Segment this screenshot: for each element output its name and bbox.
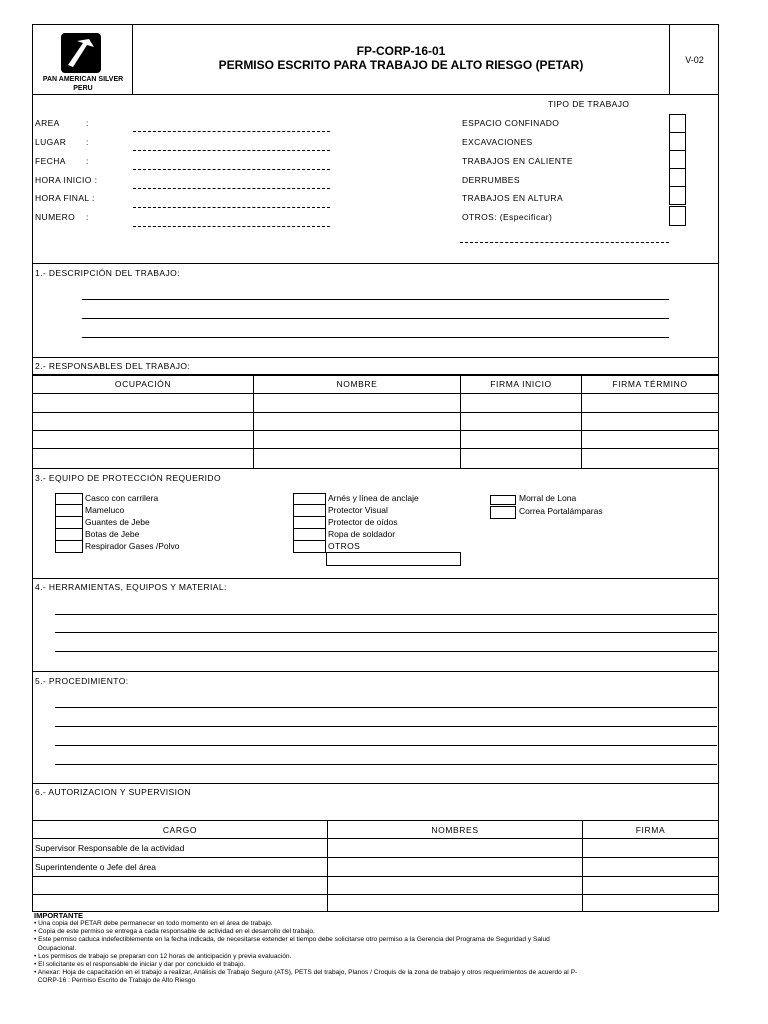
tipo-otros-label: OTROS: (Especificar): [462, 212, 553, 222]
epp-otros-label: OTROS: [328, 541, 361, 551]
epp-casco-label: Casco con carrilera: [85, 493, 159, 503]
field-hora-inicio-label: HORA INICIO :: [35, 175, 98, 185]
form-code: FP-CORP-16-01: [356, 44, 446, 58]
note-item: • El solicitante es el responsable de iniciar y dar por concluido el trabajo.: [34, 961, 246, 969]
section-5-frame: [32, 671, 719, 784]
note-item: • Copia de este permiso se entrega a cada responsable de actividad en el desarrollo del trabajo.: [34, 928, 315, 936]
epp-mameluco-label: Mameluco: [85, 505, 125, 515]
procedimiento-line[interactable]: [55, 764, 717, 765]
description-line[interactable]: [82, 318, 669, 319]
epp-column-3: [490, 493, 630, 523]
epp-column-1: [55, 493, 255, 553]
epp-morral-label: Morral de Lona: [519, 493, 577, 503]
epp-protector-oidos-label: Protector de oídos: [328, 517, 398, 527]
epp-guantes-label: Guantes de Jebe: [85, 517, 150, 527]
notes: [34, 911, 724, 986]
field-fecha-label: FECHA: [35, 156, 66, 166]
section-6-title: 6.- AUTORIZACION Y SUPERVISION: [35, 787, 191, 797]
autorizacion-table: [32, 820, 719, 912]
company-country: PERU: [73, 85, 93, 92]
col-firma-termino-header: FIRMA TÉRMINO: [612, 379, 688, 389]
responsables-table: [33, 374, 718, 468]
tipo-checkbox[interactable]: [669, 150, 686, 169]
field-area-input[interactable]: [133, 131, 330, 132]
section-4-title: 4.- HERRAMIENTAS, EQUIPOS Y MATERIAL:: [35, 582, 227, 592]
row-supervisor-cargo: Supervisor Responsable de la actividad: [35, 843, 185, 853]
field-lugar-input[interactable]: [133, 150, 330, 151]
general-info-frame: [32, 94, 719, 264]
col-firma-header: FIRMA: [635, 825, 666, 835]
epp-checkbox[interactable]: [55, 540, 83, 553]
herramientas-line[interactable]: [55, 632, 717, 633]
description-line[interactable]: [82, 299, 669, 300]
col-nombres-header: NOMBRES: [431, 825, 479, 835]
note-item: • Este permiso caduca indefectiblemente en la fecha indicada, de necesitarse extender el tiempo debe solicitarse otro permiso a la Gerencia del Programa de Seguridad y Salud: [34, 936, 550, 944]
epp-arnes-label: Arnés y línea de anclaje: [328, 493, 419, 503]
procedimiento-line[interactable]: [55, 726, 717, 727]
tipo-checkbox[interactable]: [669, 132, 686, 151]
epp-checkbox[interactable]: [293, 540, 326, 553]
field-numero-input[interactable]: [133, 226, 330, 227]
tipo-trabajos-altura-label: TRABAJOS EN ALTURA: [462, 193, 564, 203]
colon: :: [86, 212, 89, 222]
epp-botas-label: Botas de Jebe: [85, 529, 140, 539]
note-item: • Anexar: Hoja de capacitación en el trabajo a realizar, Análisis de Trabajo Seguro (ATS), PETS del trabajo, Planos / Croquis de la zona de trabajo y otros requerimientos de acuerdo al P-: [34, 969, 578, 977]
epp-respirador-label: Respirador Gases /Polvo: [85, 541, 180, 551]
note-item: Ocupacional.: [34, 944, 77, 952]
note-item: CORP-16 : Permiso Escrito de Trabajo de Alto Riesgo: [34, 977, 196, 985]
epp-protector-visual-label: Protector Visual: [328, 505, 388, 515]
tipo-excavaciones-label: EXCAVACIONES: [462, 137, 533, 147]
section-2-title: 2.- RESPONSABLES DEL TRABAJO:: [35, 361, 191, 371]
herramientas-line[interactable]: [55, 614, 717, 615]
field-fecha-input[interactable]: [133, 169, 330, 170]
tipo-checkbox[interactable]: [669, 114, 686, 133]
form-version: V-02: [685, 55, 704, 65]
epp-checkbox[interactable]: [490, 506, 516, 519]
note-item: • Los permisos de trabajo se preparan con 12 horas de anticipación y previa evaluación.: [34, 952, 292, 960]
company-name: PAN AMERICAN SILVER: [42, 76, 124, 83]
procedimiento-line[interactable]: [55, 707, 717, 708]
epp-checkbox[interactable]: [490, 495, 516, 505]
col-firma-inicio-header: FIRMA INICIO: [490, 379, 552, 389]
tipo-otros-input[interactable]: [460, 242, 669, 243]
colon: :: [86, 156, 89, 166]
field-hora-inicio-input[interactable]: [133, 188, 330, 189]
company-logo: [61, 33, 101, 73]
field-numero-label: NUMERO: [35, 212, 76, 222]
notes-title: IMPORTANTE: [34, 911, 84, 920]
colon: :: [86, 118, 89, 128]
procedimiento-line[interactable]: [55, 745, 717, 746]
section-4-frame: [32, 578, 719, 672]
epp-correa-label: Correa Portalámparas: [519, 506, 603, 516]
field-hora-final-label: HORA FINAL :: [35, 193, 95, 203]
field-lugar-label: LUGAR: [35, 137, 67, 147]
col-cargo-header: CARGO: [162, 825, 198, 835]
epp-column-2: [293, 493, 463, 567]
col-ocupacion-header: OCUPACIÓN: [114, 379, 172, 389]
col-nombre-header: NOMBRE: [336, 379, 378, 389]
herramientas-line[interactable]: [55, 651, 717, 652]
section-5-title: 5.- PROCEDIMIENTO:: [35, 676, 129, 686]
tipo-espacio-confinado-label: ESPACIO CONFINADO: [462, 118, 560, 128]
tipo-trabajos-caliente-label: TRABAJOS EN CALIENTE: [462, 156, 573, 166]
tipo-checkbox[interactable]: [669, 206, 686, 226]
epp-otros-input[interactable]: [326, 552, 461, 566]
section-3-title: 3.- EQUIPO DE PROTECCIÓN REQUERIDO: [35, 473, 221, 483]
field-hora-final-input[interactable]: [133, 207, 330, 208]
form-title: PERMISO ESCRITO PARA TRABAJO DE ALTO RIESGO (PETAR): [218, 58, 584, 72]
note-item: • Una copia del PETAR debe permanecer en todo momento en el área de trabajo.: [34, 920, 273, 927]
colon: :: [86, 137, 89, 147]
description-line[interactable]: [82, 337, 669, 338]
tipo-derrumbes-label: DERRUMBES: [462, 175, 520, 185]
field-area-label: AREA: [35, 118, 60, 128]
tipo-checkbox[interactable]: [669, 168, 686, 187]
tipo-checkbox[interactable]: [669, 186, 686, 205]
tipo-trabajo-title: TIPO DE TRABAJO: [548, 99, 630, 109]
section-1-title: 1.- DESCRIPCIÓN DEL TRABAJO:: [35, 268, 180, 278]
row-superintendente-cargo: Superintendente o Jefe del área: [35, 862, 156, 872]
epp-ropa-soldador-label: Ropa de soldador: [328, 529, 396, 539]
